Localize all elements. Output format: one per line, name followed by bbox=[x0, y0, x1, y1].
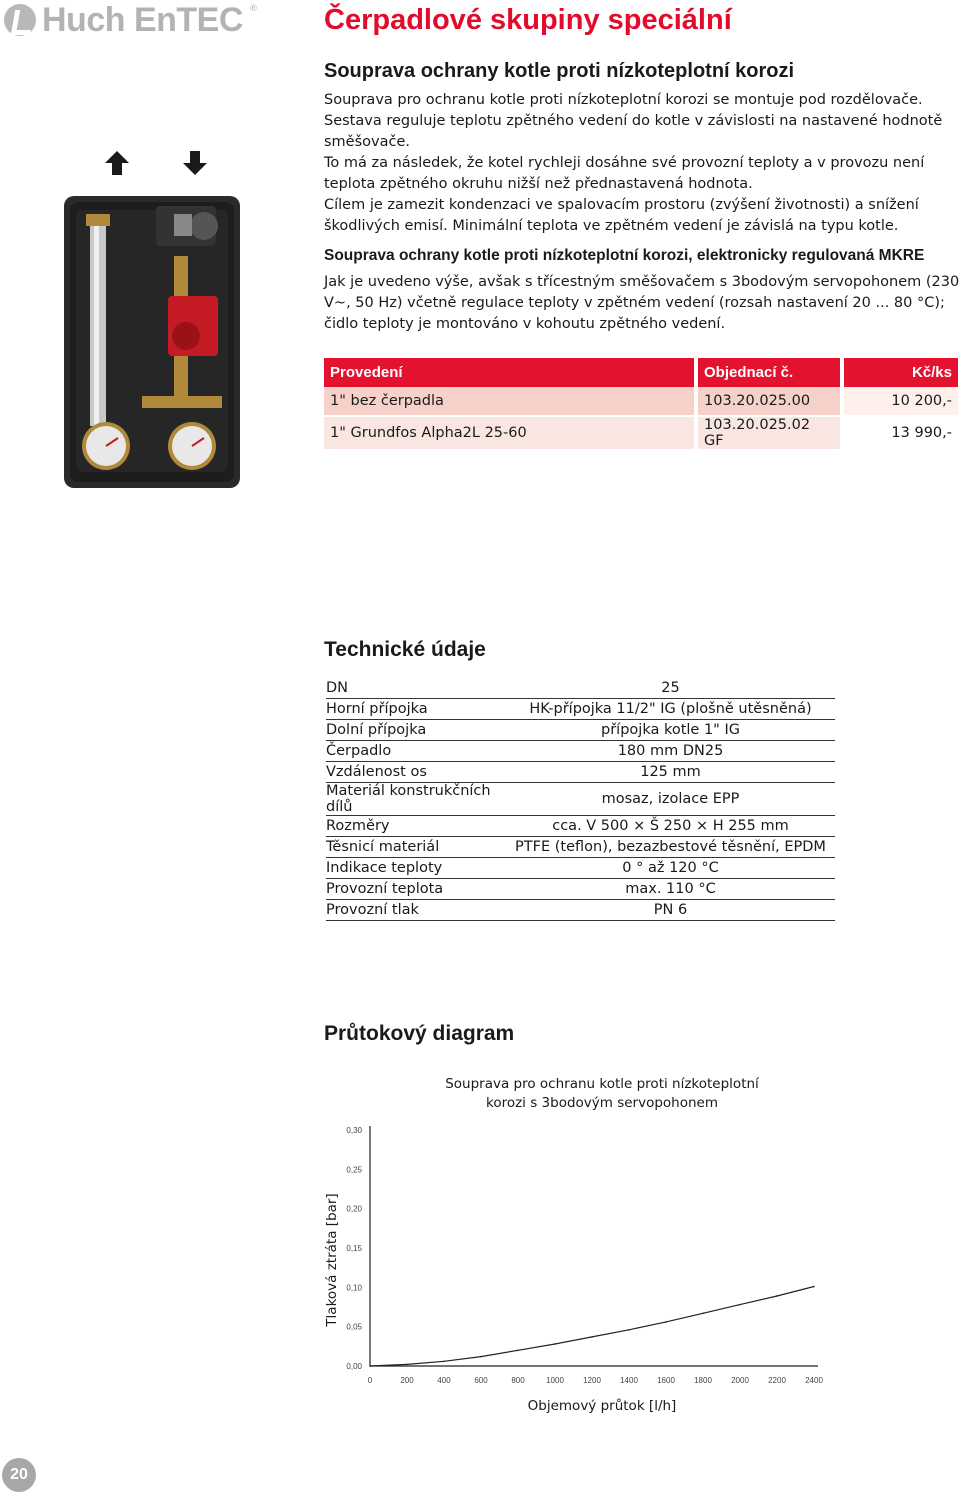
spec-row bbox=[326, 879, 835, 900]
chart-x-tick-label: 2000 bbox=[731, 1376, 749, 1385]
spec-row bbox=[326, 837, 835, 858]
chart-point bbox=[443, 1360, 445, 1362]
price-table bbox=[324, 358, 958, 449]
table-row bbox=[324, 387, 958, 415]
chart-y-tick-label: 0,30 bbox=[346, 1126, 362, 1135]
spec-row bbox=[326, 720, 835, 741]
intro-paragraph-2: To má za následek, že kotel rychleji dosáhne své provozní teploty a v provozu není teplota zpětného okruhu nižší než přednastavená hodnota. bbox=[324, 155, 925, 192]
product-description: Jak je uvedeno výše, avšak s třícestným směšovačem s 3bodovým servopohonem (230 V~, 50 Hz) včetně regulace teploty v zpětném vedení (rozsah nastavení 20 ... 80 °C); čidlo teploty je montováno v kohoutu zpětného vedení. bbox=[324, 274, 960, 332]
chart-point bbox=[480, 1356, 482, 1358]
chart-point bbox=[739, 1304, 741, 1306]
spec-value: HK-přípojka 11/2" IG (plošně utěsněná) bbox=[506, 699, 835, 720]
chart-y-tick-label: 0,25 bbox=[346, 1165, 362, 1175]
brand-mark-icon bbox=[4, 4, 36, 36]
brand-logo bbox=[4, 2, 258, 38]
spec-label: Provozní teplota bbox=[326, 879, 506, 900]
chart-point bbox=[406, 1364, 408, 1366]
spec-row bbox=[326, 858, 835, 879]
chart-x-tick-label: 600 bbox=[474, 1376, 488, 1385]
spec-label: Vzdálenost os bbox=[326, 762, 506, 783]
intro-paragraph-3: Cílem je zamezit kondenzaci ve spalovacím prostoru (zvýšení životnosti) a snížení škodlivých emisí. Minimální teplota ve zpětném vedení je závislá na typu kotle. bbox=[324, 197, 919, 234]
spec-label: DN bbox=[326, 678, 506, 699]
spec-label: Indikace teploty bbox=[326, 858, 506, 879]
chart-x-label: Objemový průtok [l/h] bbox=[527, 1398, 677, 1414]
table-row bbox=[324, 415, 958, 449]
registered-mark: ® bbox=[248, 4, 258, 14]
chart-series-line bbox=[370, 1287, 814, 1367]
chart-point bbox=[591, 1336, 593, 1338]
chart-x-tick-label: 1400 bbox=[620, 1376, 638, 1385]
spec-value: přípojka kotle 1" IG bbox=[506, 720, 835, 741]
spec-row bbox=[326, 783, 835, 816]
chart-x-tick-label: 2200 bbox=[768, 1376, 786, 1385]
chart-point bbox=[813, 1286, 815, 1288]
cell-variant: 1" bez čerpadla bbox=[324, 387, 694, 415]
flow-heading: Průtokový diagram bbox=[324, 1022, 515, 1045]
chart-y-label: Tlaková ztráta [bar] bbox=[324, 1193, 340, 1327]
chart-x-tick-label: 1200 bbox=[583, 1376, 601, 1385]
chart-point bbox=[665, 1321, 667, 1323]
cell-price: 13 990,- bbox=[844, 415, 958, 449]
chart-point bbox=[369, 1365, 371, 1367]
chart-x-tick-label: 0 bbox=[367, 1376, 373, 1385]
chart-y-tick-label: 0,00 bbox=[346, 1362, 362, 1371]
chart-point bbox=[776, 1295, 778, 1297]
spec-label: Těsnicí materiál bbox=[326, 837, 506, 858]
chart-x-tick-label: 800 bbox=[511, 1376, 525, 1385]
spec-value: cca. V 500 × Š 250 × H 255 mm bbox=[506, 816, 835, 837]
spec-value: mosaz, izolace EPP bbox=[506, 783, 835, 816]
cell-order-no: 103.20.025.02 GF bbox=[698, 415, 840, 449]
spec-value: PN 6 bbox=[506, 900, 835, 921]
section-title: Souprava ochrany kotle proti nízkoteplotní korozi bbox=[324, 60, 795, 82]
chart-x-tick-label: 1600 bbox=[657, 1376, 675, 1385]
spec-row bbox=[326, 816, 835, 837]
arrow-down-icon bbox=[182, 150, 208, 176]
flow-chart bbox=[318, 1070, 838, 1420]
spec-value: max. 110 °C bbox=[506, 879, 835, 900]
spec-row bbox=[326, 762, 835, 783]
spec-label: Provozní tlak bbox=[326, 900, 506, 921]
chart-x-tick-label: 2400 bbox=[805, 1376, 823, 1385]
spec-label: Rozměry bbox=[326, 816, 506, 837]
chart-x-tick-label: 1000 bbox=[546, 1376, 564, 1385]
price-table-header bbox=[324, 358, 958, 387]
spec-value: 25 bbox=[506, 678, 835, 699]
page-number: 20 bbox=[2, 1458, 36, 1492]
spec-label: Čerpadlo bbox=[326, 741, 506, 762]
header-variant: Provedení bbox=[324, 358, 694, 387]
cell-price: 10 200,- bbox=[844, 387, 958, 415]
product-subtitle: Souprava ochrany kotle proti nízkoteplotní korozi, elektronicky regulovaná MKRE bbox=[324, 247, 925, 264]
spec-value: 0 ° až 120 °C bbox=[506, 858, 835, 879]
spec-row bbox=[326, 699, 835, 720]
chart-y-tick-label: 0,20 bbox=[346, 1204, 362, 1214]
chart-point bbox=[554, 1343, 556, 1345]
arrow-up-icon bbox=[104, 150, 130, 176]
chart-x-tick-label: 1800 bbox=[694, 1376, 712, 1385]
spec-label: Dolní přípojka bbox=[326, 720, 506, 741]
chart-y-tick-label: 0,15 bbox=[346, 1244, 362, 1253]
spec-value: 180 mm DN25 bbox=[506, 741, 835, 762]
brand-name: Huch EnTEC bbox=[42, 0, 243, 39]
header-order-no: Objednací č. bbox=[698, 358, 840, 387]
header-price: Kč/ks bbox=[844, 358, 958, 387]
spec-table bbox=[326, 678, 835, 921]
spec-label: Materiál konstrukčních dílů bbox=[326, 783, 506, 816]
spec-row bbox=[326, 678, 835, 699]
cell-variant: 1" Grundfos Alpha2L 25-60 bbox=[324, 415, 694, 449]
intro-text bbox=[324, 90, 960, 237]
tech-heading: Technické údaje bbox=[324, 638, 486, 661]
chart-title-line-1: Souprava pro ochranu kotle proti nízkoteplotní bbox=[445, 1076, 759, 1092]
chart-x-tick-label: 400 bbox=[437, 1376, 451, 1385]
chart-y-tick-label: 0,05 bbox=[346, 1322, 362, 1332]
spec-value: 125 mm bbox=[506, 762, 835, 783]
spec-value: PTFE (teflon), bezazbestové těsnění, EPDM bbox=[506, 837, 835, 858]
chart-point bbox=[517, 1349, 519, 1351]
spec-label: Horní přípojka bbox=[326, 699, 506, 720]
chart-point bbox=[628, 1329, 630, 1331]
chart-point bbox=[702, 1312, 704, 1314]
spec-row bbox=[326, 741, 835, 762]
chart-x-tick-label: 200 bbox=[400, 1376, 414, 1385]
chart-y-tick-label: 0,10 bbox=[346, 1283, 362, 1293]
chart-title-line-2: korozi s 3bodovým servopohonem bbox=[485, 1095, 719, 1111]
page-title: Čerpadlové skupiny speciální bbox=[324, 4, 732, 36]
cell-order-no: 103.20.025.00 bbox=[698, 387, 840, 415]
intro-paragraph-1: Souprava pro ochranu kotle proti nízkoteplotní korozi se montuje pod rozdělovače. Sestava reguluje teplotu zpětného vedení do kotle v závislosti na nastavené hodnotě směšovače. bbox=[324, 92, 943, 150]
product-photo bbox=[64, 196, 240, 488]
spec-row bbox=[326, 900, 835, 921]
